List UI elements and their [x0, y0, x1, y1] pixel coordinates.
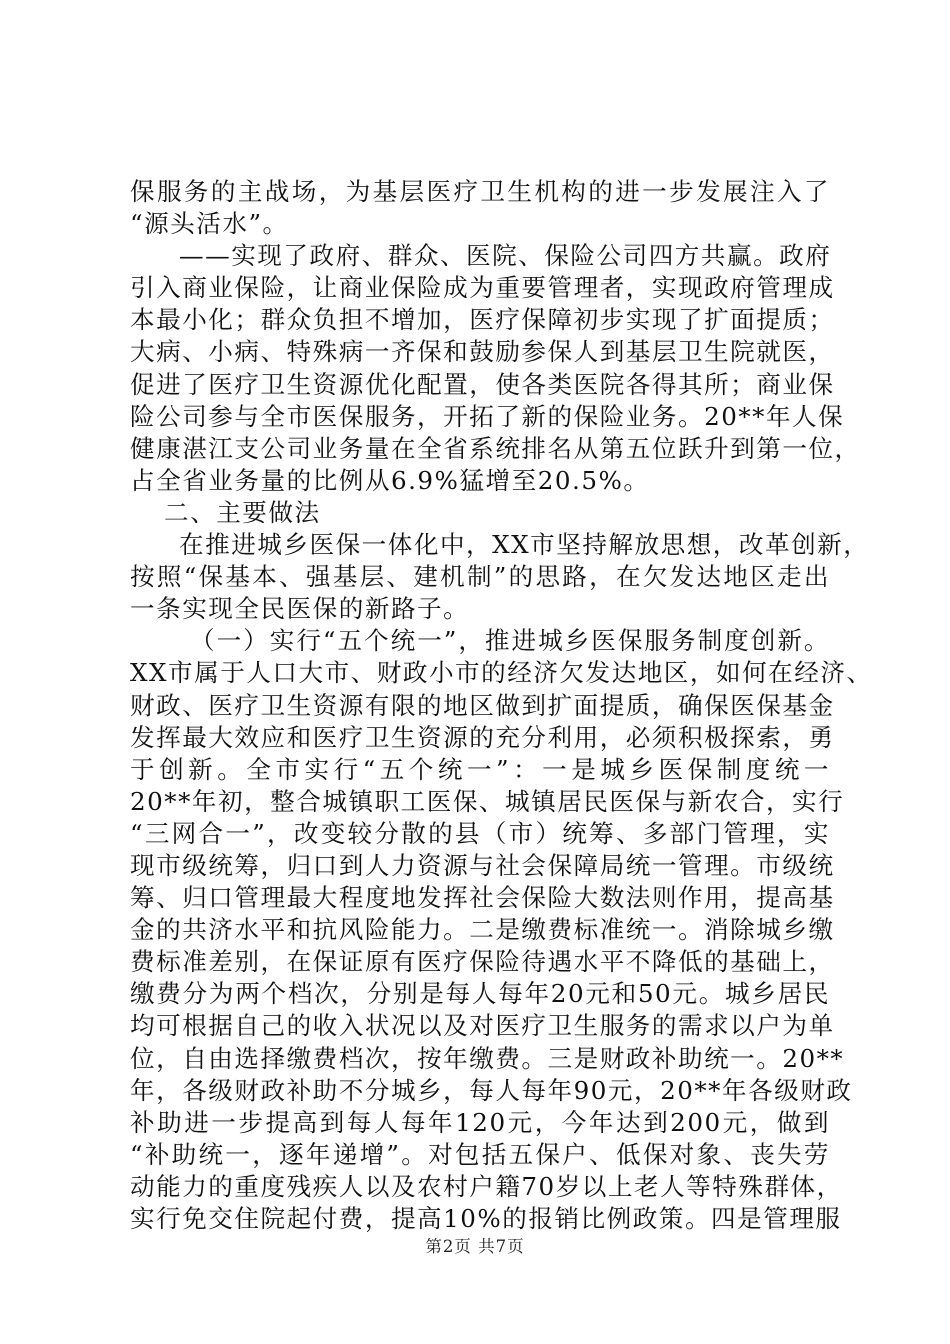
text-line: 本最小化；群众负担不增加，医疗保障初步实现了扩面提质；	[130, 305, 835, 335]
text-line: ——实现了政府、群众、医院、保险公司四方共赢。政府	[179, 241, 832, 271]
text-line: 健康湛江支公司业务量在全省系统排名从第五位跃升到第一位，	[130, 433, 861, 463]
text-line: “补助统一，逐年递增”。对包括五保户、低保对象、丧失劳	[130, 1139, 830, 1169]
page-footer: 第2页 共7页	[425, 1237, 525, 1256]
text-line: 位，自由选择缴费档次，按年缴费。三是财政补助统一。20**	[130, 1043, 845, 1073]
text-line: 筹、归口管理最大程度地发挥社会保险大数法则作用，提高基	[130, 883, 835, 913]
text-line: “源头活水”。	[130, 209, 289, 239]
text-line: 年，各级财政补助不分城乡，每人每年90元，20**年各级财政	[130, 1075, 853, 1105]
text-line: 动能力的重度残疾人以及农村户籍70岁以上老人等特殊群体，	[130, 1171, 843, 1201]
text-line: 费标准差别，在保证原有医疗保险待遇水平不降低的基础上，	[130, 947, 835, 977]
text-line: 金的共济水平和抗风险能力。二是缴费标准统一。消除城乡缴	[130, 915, 835, 945]
text-line: 于创新。全市实行“五个统一”：一是城乡医保制度统一	[130, 754, 830, 784]
text-line: 均可根据自己的收入状况以及对医疗卫生服务的需求以户为单	[130, 1011, 835, 1041]
text-line: 补助进一步提高到每人每年120元，今年达到200元，做到	[130, 1107, 830, 1137]
text-line: 现市级统筹，归口到人力资源与社会保障局统一管理。市级统	[130, 850, 835, 880]
text-line: 缴费分为两个档次，分别是每人每年20元和50元。城乡居民	[130, 979, 830, 1009]
text-line: 保服务的主战场，为基层医疗卫生机构的进一步发展注入了	[130, 177, 830, 206]
text-line: 促进了医疗卫生资源优化配置，使各类医院各得其所；商业保	[130, 369, 835, 399]
section-heading: 二、主要做法	[164, 497, 321, 527]
text-line: 财政、医疗卫生资源有限的地区做到扩面提质，确保医保基金	[130, 690, 835, 720]
text-line: XX市属于人口大市、财政小市的经济欠发达地区，如何在经济、	[130, 658, 873, 688]
text-line: 按照“保基本、强基层、建机制”的思路，在欠发达地区走出	[130, 562, 830, 592]
text-line: 实行免交住院起付费，提高10%的报销比例政策。四是管理服	[130, 1204, 842, 1233]
subsection-heading: （一）实行“五个统一”，推进城乡医保服务制度创新。	[190, 626, 830, 656]
text-line: 占全省业务量的比例从6.9%猛增至20.5%。	[130, 465, 650, 495]
text-line: 险公司参与全市医保服务，开拓了新的保险业务。20**年人保	[130, 401, 845, 431]
text-line: 发挥最大效应和医疗卫生资源的充分利用，必须积极探索，勇	[130, 722, 835, 752]
text-line: 20**年初，整合城镇职工医保、城镇居民医保与新农合，实行	[130, 786, 845, 816]
text-line: “三网合一”，改变较分散的县（市）统筹、多部门管理，实	[130, 818, 830, 848]
text-line: 引入商业保险，让商业保险成为重要管理者，实现政府管理成	[130, 273, 835, 303]
text-line: 一条实现全民医保的新路子。	[130, 594, 470, 624]
text-line: 大病、小病、特殊病一齐保和鼓励参保人到基层卫生院就医，	[130, 337, 835, 367]
text-line: 在推进城乡医保一体化中，XX市坚持解放思想，改革创新，	[179, 530, 870, 560]
document-body	[130, 176, 873, 1235]
